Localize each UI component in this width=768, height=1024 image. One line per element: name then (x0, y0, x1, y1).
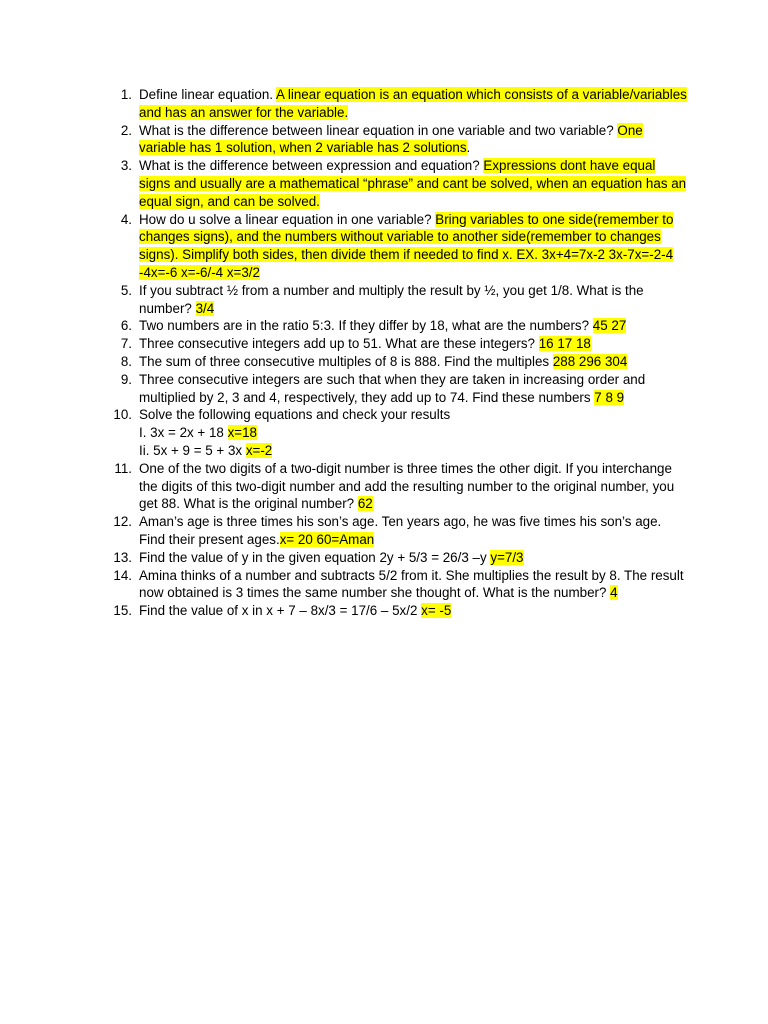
question-list (108, 86, 688, 620)
list-item (108, 282, 688, 318)
answer-highlight: Expressions dont have equal signs and usually are a mathematical “phrase” and cant be solved, when an equation has an equal sign, and can be solved. (139, 158, 687, 209)
question-text: One of the two digits of a two-digit number is three times the other digit. If you interchange the digits of this two-digit number and add the resulting number to the original number, you get 88. What is the original number? (139, 460, 675, 512)
list-item (108, 460, 688, 513)
question-text: Aman’s age is three times his son’s age. Ten years ago, he was five times his son’s age. Find their present ages. (139, 514, 662, 547)
list-item (108, 317, 688, 335)
item-number: 15. (113, 603, 132, 619)
answer-highlight: 3/4 (195, 300, 215, 316)
answer-highlight: 16 17 18 (538, 336, 591, 352)
item-number: 10. (113, 407, 132, 423)
answer-tail: . (466, 140, 471, 156)
question-text: The sum of three consecutive multiples of 8 is 888. Find the multiples (139, 353, 553, 369)
question-text: Define linear equation. (139, 87, 276, 102)
answer-highlight: x=-2 (245, 442, 273, 458)
sub-equation (139, 442, 688, 460)
list-item (108, 86, 688, 122)
list-item (108, 122, 688, 158)
item-number: 6. (120, 318, 132, 334)
item-number: 2. (120, 122, 132, 138)
answer-highlight: 4 (610, 585, 618, 601)
question-text: Two numbers are in the ratio 5:3. If they differ by 18, what are the numbers? (139, 318, 593, 334)
answer-highlight: 45 27 (592, 318, 627, 334)
item-number: 5. (120, 282, 132, 298)
item-number: 1. (120, 87, 132, 102)
item-number: 12. (113, 514, 132, 530)
question-text: Amina thinks of a number and subtracts 5/2 from it. She multiplies the result by 8. The result now obtained is 3 times the same number she thought of. What is the number? (139, 567, 684, 601)
question-text: What is the difference between linear equation in one variable and two variable? (139, 122, 618, 138)
answer-highlight: x=18 (227, 425, 258, 441)
list-item (108, 371, 688, 407)
question-text: Three consecutive integers are such that when they are taken in increasing order and multiplied by 2, 3 and 4, respectively, they add up to 74. Find these numbers (139, 371, 646, 405)
question-text: What is the difference between expression and equation? (139, 158, 484, 174)
list-item (108, 406, 688, 459)
item-number: 11. (114, 460, 132, 476)
list-item (108, 211, 688, 282)
item-number: 13. (113, 549, 132, 565)
answer-highlight: 288 296 304 (552, 353, 628, 369)
question-text: Find the value of y in the given equation 2y + 5/3 = 26/3 –y (139, 549, 491, 565)
answer-highlight: One variable has 1 solution, when 2 variable has 2 solutions (139, 122, 643, 156)
list-item (108, 567, 688, 603)
answer-highlight: A linear equation is an equation which consists of a variable/variables and has an answer for the variable. (139, 87, 687, 120)
list-item (108, 335, 688, 353)
question-text: If you subtract ½ from a number and multiply the result by ½, you get 1/8. What is the number? (139, 282, 644, 316)
item-number: 14. (113, 567, 132, 583)
list-item (108, 353, 688, 371)
question-text: Solve the following equations and check your results (139, 407, 451, 423)
question-text: How do u solve a linear equation in one variable? (139, 211, 436, 227)
answer-highlight: Bring variables to one side(remember to changes signs), and the numbers without variable to another side(remember to changes signs). Simplify both sides, then divide them if needed to find x. EX. 3x+4=7x-2 3x-7x=-2-4 -4x=-6 x=-6/-4 x=3/2 (139, 211, 674, 280)
sub-equation-text: I. 3x = 2x + 18 (139, 425, 228, 441)
list-item (108, 602, 688, 620)
item-number: 9. (120, 371, 132, 387)
item-number: 7. (120, 336, 132, 352)
answer-highlight: y=7/3 (490, 549, 524, 565)
item-number: 8. (120, 353, 132, 369)
answer-highlight: 7 8 9 (594, 389, 625, 405)
question-text: Three consecutive integers add up to 51. What are these integers? (139, 336, 539, 352)
answer-highlight: x= -5 (421, 603, 452, 619)
list-item (108, 157, 688, 210)
sub-equation-text: Ii. 5x + 9 = 5 + 3x (139, 442, 246, 458)
sub-equation (139, 424, 688, 442)
list-item (108, 513, 688, 549)
item-number: 4. (120, 211, 132, 227)
question-text: Find the value of x in x + 7 – 8x/3 = 17/6 – 5x/2 (139, 603, 422, 619)
answer-highlight: 62 (357, 496, 373, 512)
item-number: 3. (120, 158, 132, 174)
list-item (108, 549, 688, 567)
answer-highlight: x= 20 60=Aman (279, 531, 375, 547)
